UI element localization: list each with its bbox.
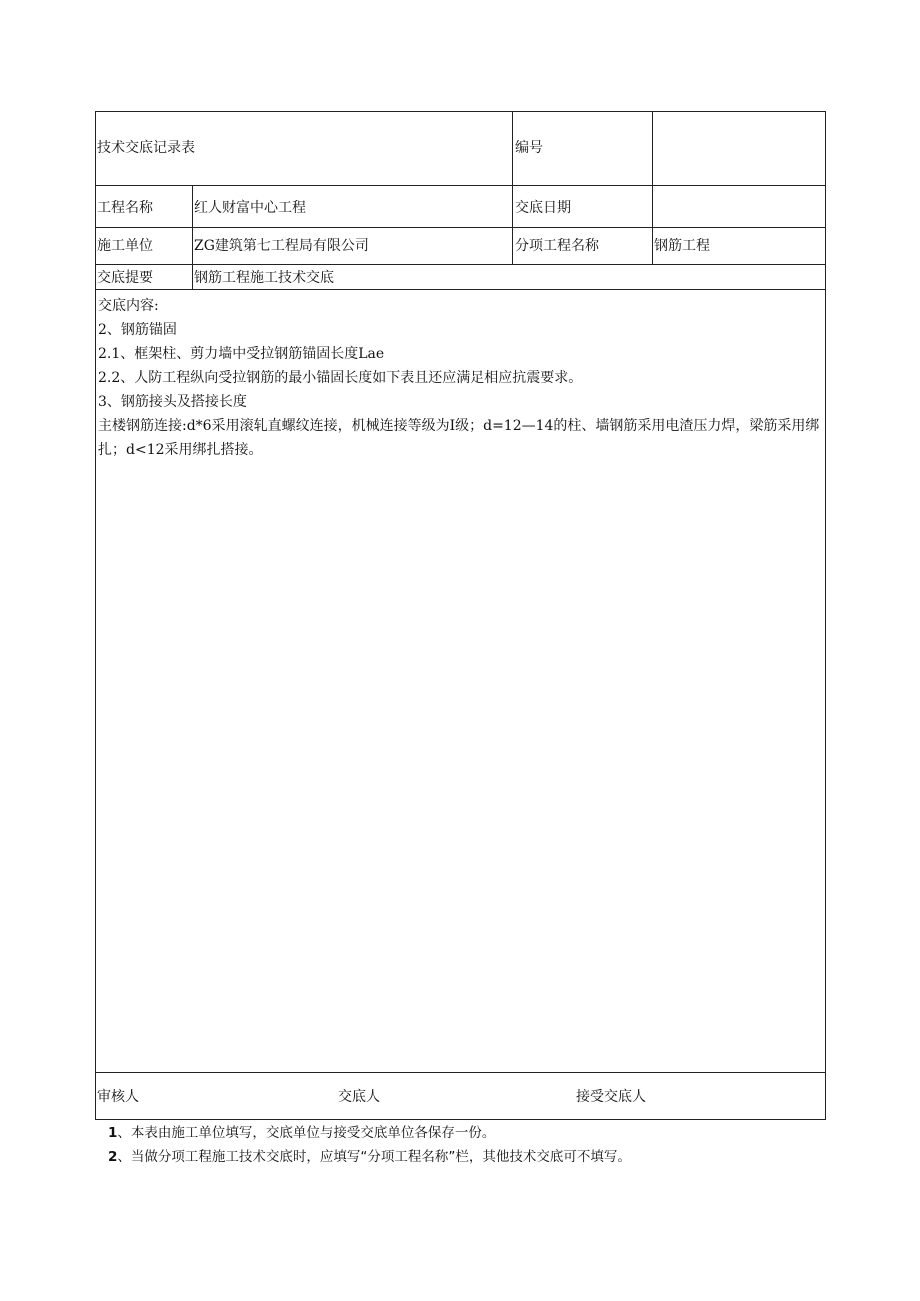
row-divider <box>96 289 825 290</box>
number-label: 编号 <box>515 140 543 156</box>
col-divider <box>512 112 513 264</box>
col-divider <box>652 112 653 264</box>
row-divider <box>96 1072 825 1073</box>
discloser-label: 交底人 <box>338 1089 380 1105</box>
footnote-text: 、本表由施工单位填写，交底单位与接受交底单位各保存一份。 <box>117 1125 496 1141</box>
content-line: 3、钢筋接头及搭接长度 <box>98 394 247 410</box>
disclosure-content <box>98 294 820 462</box>
footnote-number: 2 <box>108 1149 118 1165</box>
receiver-label: 接受交底人 <box>576 1089 646 1105</box>
form-title: 技术交底记录表 <box>97 140 195 156</box>
summary-label: 交底提要 <box>97 270 153 286</box>
subproject-label: 分项工程名称 <box>515 238 599 254</box>
row-divider <box>96 185 825 186</box>
col-divider <box>192 185 193 289</box>
subproject-value[interactable]: 钢筋工程 <box>654 238 710 254</box>
content-paragraph: 主楼钢筋连接:d*6采用滚轧直螺纹连接，机械连接等级为I级；d=12—14的柱、墙钢筋采用电渣压力焊，梁筋采用绑扎；d<12采用绑扎搭接。 <box>98 418 820 458</box>
footnote-text: 、当做分项工程施工技术交底时，应填写“分项工程名称”栏，其他技术交底可不填写。 <box>117 1149 631 1165</box>
contractor-label: 施工单位 <box>97 238 153 254</box>
footnote <box>108 1122 631 1144</box>
content-line: 2、钢筋锚固 <box>98 322 177 338</box>
summary-value[interactable]: 钢筋工程施工技术交底 <box>194 270 334 286</box>
contractor-value[interactable]: ZG建筑第七工程局有限公司 <box>194 238 369 254</box>
reviewer-label: 审核人 <box>97 1089 139 1105</box>
footnote-number: 1 <box>108 1125 118 1141</box>
content-line: 2.1、框架柱、剪力墙中受拉钢筋锚固长度Lae <box>98 346 385 362</box>
date-label: 交底日期 <box>515 200 571 216</box>
footnotes <box>108 1122 631 1170</box>
row-divider <box>96 227 825 228</box>
project-name-value[interactable]: 红人财富中心工程 <box>194 200 306 216</box>
content-line: 2.2、人防工程纵向受拉钢筋的最小锚固长度如下表且还应满足相应抗震要求。 <box>98 370 583 386</box>
content-label: 交底内容: <box>98 298 159 314</box>
project-name-label: 工程名称 <box>97 200 153 216</box>
footnote <box>108 1146 631 1168</box>
disclosure-form <box>95 111 826 1120</box>
row-divider <box>96 264 825 265</box>
